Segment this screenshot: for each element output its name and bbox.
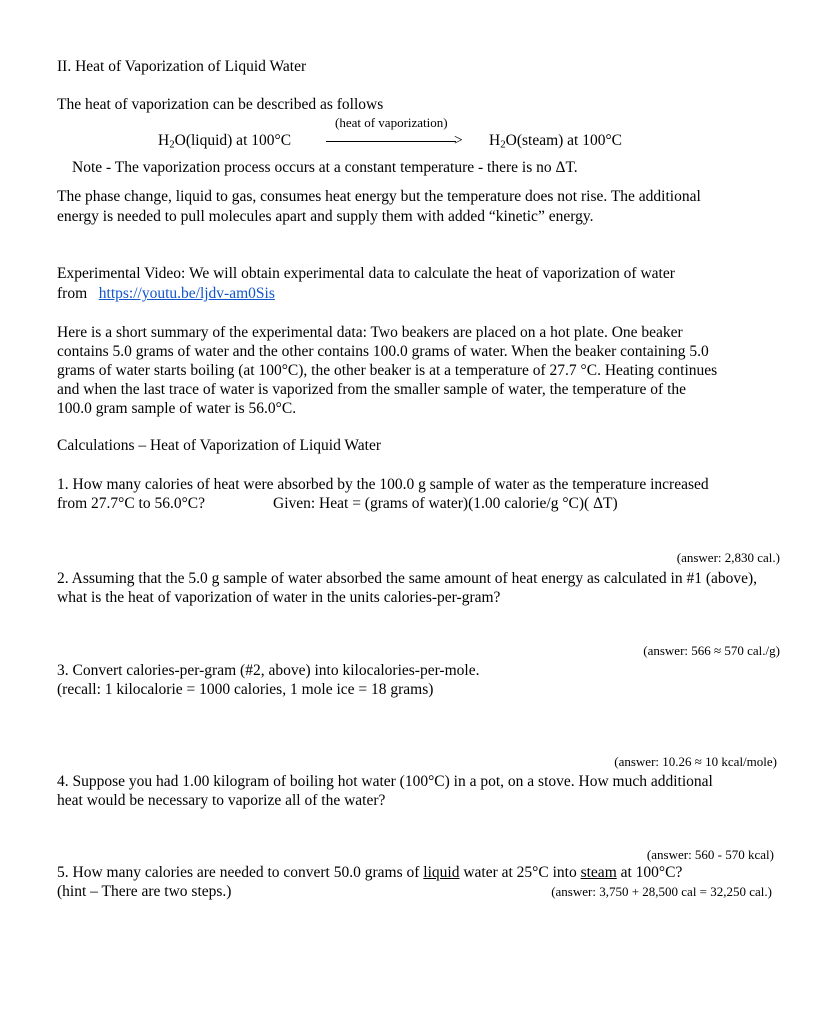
summary-line-1: Here is a short summary of the experimental data: Two beakers are placed on a hot plate. One beaker xyxy=(57,324,683,341)
arrow-label: (heat of vaporization) xyxy=(335,115,448,130)
summary-line-3: grams of water starts boiling (at 100°C), the other beaker is at a temperature of 27.7 °C. Heating continues xyxy=(57,362,718,379)
q3-line-2: (recall: 1 kilocalorie = 1000 calories, 1 mole ice = 18 grams) xyxy=(57,681,434,698)
phase-change-line-2: energy is needed to pull molecules apart and supply them with added “kinetic” energy. xyxy=(57,208,594,225)
q3-answer: (answer: 10.26 ≈ 10 kcal/mole) xyxy=(614,754,777,769)
reaction-arrow-line xyxy=(326,141,456,142)
phase-change-line-1: The phase change, liquid to gas, consumes heat energy but the temperature does not rise. The additional xyxy=(57,188,701,205)
summary-line-4: and when the last trace of water is vaporized from the smaller sample of water, the temperature of the xyxy=(57,381,687,398)
q1-given: Given: Heat = (grams of water)(1.00 calorie/g °C)( ΔT) xyxy=(273,495,618,512)
video-link[interactable]: https://youtu.be/ljdv-am0Sis xyxy=(98,285,275,302)
q4-line-2: heat would be necessary to vaporize all of the water? xyxy=(57,792,386,809)
q3-line-1: 3. Convert calories-per-gram (#2, above) into kilocalories-per-mole. xyxy=(57,662,480,679)
reaction-arrow-head: > xyxy=(454,132,463,149)
q2-line-1: 2. Assuming that the 5.0 g sample of water absorbed the same amount of heat energy as calculated in #1 (above), xyxy=(57,570,758,587)
summary-line-5: 100.0 gram sample of water is 56.0°C. xyxy=(57,400,297,417)
q1-answer: (answer: 2,830 cal.) xyxy=(676,550,780,565)
q1-line-2: from 27.7°C to 56.0°C? xyxy=(57,495,206,512)
q2-answer: (answer: 566 ≈ 570 cal./g) xyxy=(643,643,780,658)
q5-line-1: 5. How many calories are needed to convert 50.0 grams of liquid water at 25°C into steam at 100°C? xyxy=(57,864,683,881)
q5-answer: (answer: 3,750 + 28,500 cal = 32,250 cal.) xyxy=(551,884,772,899)
q1-line-1: 1. How many calories of heat were absorbed by the 100.0 g sample of water as the temperature increased xyxy=(57,476,709,493)
video-line-1: Experimental Video: We will obtain experimental data to calculate the heat of vaporization of water xyxy=(57,265,675,282)
section-title: II. Heat of Vaporization of Liquid Water xyxy=(57,58,307,75)
intro-text: The heat of vaporization can be described as follows xyxy=(57,96,384,113)
equation-right: $H_2O(steam)$ at 100°C xyxy=(489,132,623,151)
equation-left: $H_2O(liquid)$ at 100°C xyxy=(158,132,292,151)
q2-line-2: what is the heat of vaporization of water in the units calories-per-gram? xyxy=(57,589,501,606)
video-line-2: from https://youtu.be/ljdv-am0Sis xyxy=(57,285,275,302)
note-text: Note - The vaporization process occurs at a constant temperature - there is no ΔT. xyxy=(72,159,578,176)
summary-line-2: contains 5.0 grams of water and the other contains 100.0 grams of water. When the beaker containing 5.0 xyxy=(57,343,709,360)
q4-answer: (answer: 560 - 570 kcal) xyxy=(646,847,774,862)
calculations-title: Calculations – Heat of Vaporization of Liquid Water xyxy=(57,437,382,454)
q4-line-1: 4. Suppose you had 1.00 kilogram of boiling hot water (100°C) in a pot, on a stove. How much additional xyxy=(57,773,713,790)
q5-line-2: (hint – There are two steps.) xyxy=(57,883,232,900)
